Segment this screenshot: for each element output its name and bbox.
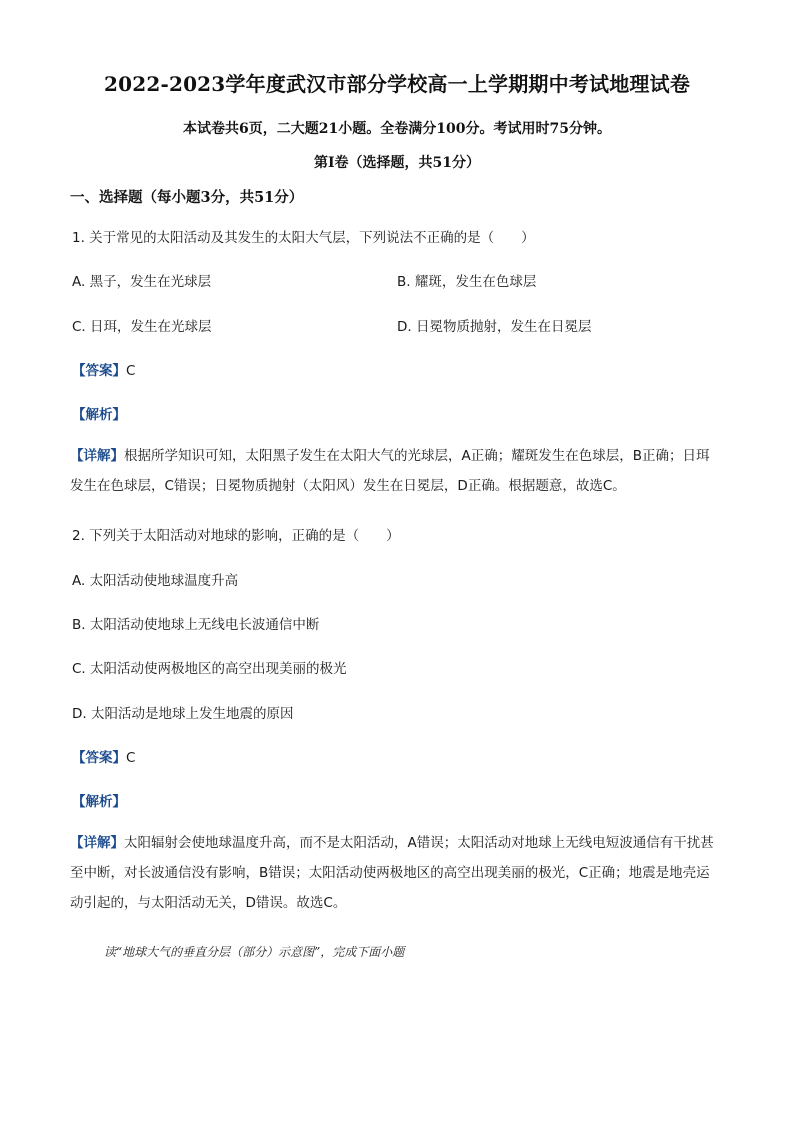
exam-info: 本试卷共6页，二大题21小题。全卷满分100分。考试用时75分钟。 [183, 121, 611, 137]
q1-option-d: D. 日冕物质抛射，发生在日冕层 [397, 319, 592, 335]
q1-answer [72, 359, 135, 379]
q1-analysis-tag: 【解析】 [72, 407, 126, 423]
exam-title: 2022-2023学年度武汉市部分学校高一上学期期中考试地理试卷 [103, 72, 691, 96]
q2-answer-tag: 【答案】 [72, 750, 126, 766]
q1-detail-tag: 【详解】 [70, 448, 124, 464]
q1-detail [70, 441, 720, 501]
q2-stem: 2. 下列关于太阳活动对地球的影响，正确的是（ ） [72, 528, 400, 544]
q1-option-a: A. 黑子，发生在光球层 [72, 274, 212, 290]
q2-answer-value: C [126, 750, 136, 766]
q2-analysis-tag: 【解析】 [72, 794, 126, 810]
q1-answer-value: C [126, 363, 136, 379]
q2-detail-tag: 【详解】 [70, 835, 124, 851]
section-heading: 一、选择题（每小题3分，共51分） [70, 189, 304, 206]
q1-detail-text: 根据所学知识可知，太阳黑子发生在太阳大气的光球层，A正确；耀斑发生在色球层，B正确；日珥发生在色球层，C错误；日冕物质抛射（太阳风）发生在日冕层，D正确。根据题意，故选C。 [70, 448, 710, 494]
q1-answer-tag: 【答案】 [72, 363, 126, 379]
q2-option-c: C. 太阳活动使两极地区的高空出现美丽的极光 [72, 661, 347, 677]
q2-answer [72, 746, 135, 766]
q2-detail-text: 太阳辐射会使地球温度升高，而不是太阳活动，A错误；太阳活动对地球上无线电短波通信有干扰甚至中断，对长波通信没有影响，B错误；太阳活动使两极地区的高空出现美丽的极光，C正确；地震是地壳运动引起的，与太阳活动无关，D错误。故选C。 [70, 835, 714, 911]
figure-instruction: 读“地球大气的垂直分层（部分）示意图”，完成下面小题 [104, 945, 405, 959]
q2-option-d: D. 太阳活动是地球上发生地震的原因 [72, 706, 294, 722]
q1-analysis [72, 403, 126, 423]
q1-option-c: C. 日珥，发生在光球层 [72, 319, 212, 335]
q2-detail [70, 828, 720, 918]
q1-stem: 1. 关于常见的太阳活动及其发生的太阳大气层，下列说法不正确的是（ ） [72, 230, 535, 246]
q2-analysis [72, 790, 126, 810]
q2-option-a: A. 太阳活动使地球温度升高 [72, 573, 239, 589]
q1-option-b: B. 耀斑，发生在色球层 [397, 274, 537, 290]
q2-option-b: B. 太阳活动使地球上无线电长波通信中断 [72, 617, 320, 633]
part-heading: 第Ⅰ卷（选择题，共51分） [313, 155, 481, 171]
